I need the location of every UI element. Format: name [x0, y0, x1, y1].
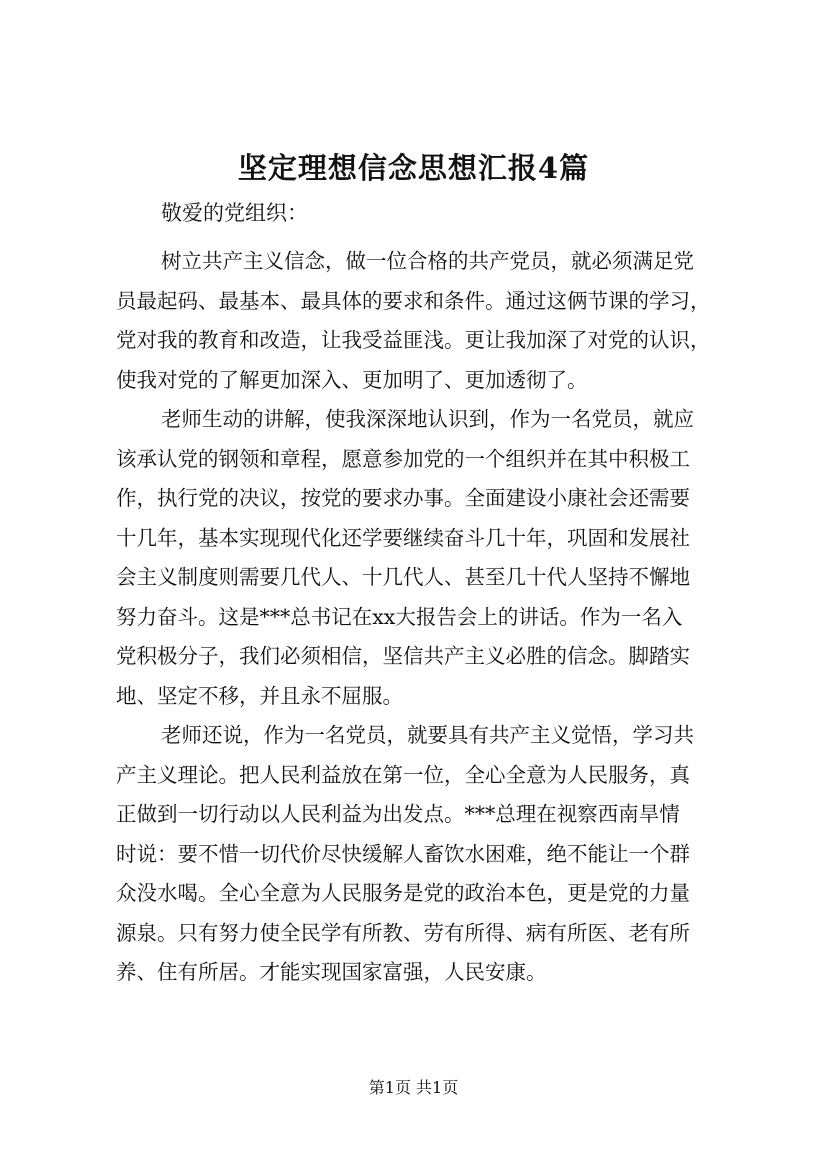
paragraph-line: 该承认党的钢领和章程，愿意参加党的一个组织并在其中积极工: [116, 446, 690, 471]
paragraph-line: 时说：要不惜一切代价尽快缓解人畜饮水困难，绝不能让一个群: [116, 841, 690, 866]
paragraph-line: 努力奋斗。这是***总书记在xx大报告会上的讲话。作为一名入: [116, 604, 683, 629]
paragraph-line: 养、住有所居。才能实现国家富强，人民安康。: [116, 960, 547, 984]
paragraph-line: 老师生动的讲解，使我深深地认识到，作为一名党员，就应: [161, 407, 694, 431]
paragraph-line: 作，执行党的决议，按党的要求办事。全面建设小康社会还需要: [116, 486, 690, 510]
paragraph-line: 众没水喝。全心全意为人民服务是党的政治本色，更是党的力量: [116, 881, 690, 905]
page-footer: 第1页 共1页: [368, 1078, 459, 1097]
paragraph-line: 树立共产主义信念，做一位合格的共产党员，就必须满足党: [161, 249, 694, 273]
paragraph-line: 正做到一切行动以人民利益为出发点。***总理在视察西南旱情: [116, 802, 680, 826]
paragraph-line: 源泉。只有努力使全民学有所教、劳有所得、病有所医、老有所: [116, 920, 690, 945]
paragraph-1: [116, 242, 722, 400]
paragraph-line: 党对我的教育和改造，让我受益匪浅。更让我加深了对党的认识，: [116, 328, 711, 352]
paragraph-line: 党积极分子，我们必须相信，坚信共产主义必胜的信念。脚踏实: [116, 644, 690, 668]
paragraph-line: 十几年，基本实现现代化还学要继续奋斗几十年，巩固和发展社: [116, 525, 690, 550]
document-body: [116, 242, 722, 993]
paragraph-line: 老师还说，作为一名党员，就要具有共产主义觉悟，学习共: [161, 723, 694, 747]
paragraph-line: 使我对党的了解更加深入、更加明了、更加透彻了。: [116, 367, 588, 392]
salutation: 敬爱的党组织：: [161, 201, 308, 225]
paragraph-3: [116, 716, 722, 993]
paragraph-2: [116, 400, 722, 716]
paragraph-line: 产主义理论。把人民利益放在第一位，全心全意为人民服务，真: [116, 762, 690, 787]
paragraph-line: 员最起码、最基本、最具体的要求和条件。通过这俩节课的学习，: [116, 288, 711, 313]
paragraph-line: 地、坚定不移，并且永不屈服。: [116, 683, 403, 708]
document-title: 坚定理想信念思想汇报4篇: [237, 151, 590, 185]
paragraph-line: 会主义制度则需要几代人、十几代人、甚至几十代人坚持不懈地: [116, 565, 690, 589]
